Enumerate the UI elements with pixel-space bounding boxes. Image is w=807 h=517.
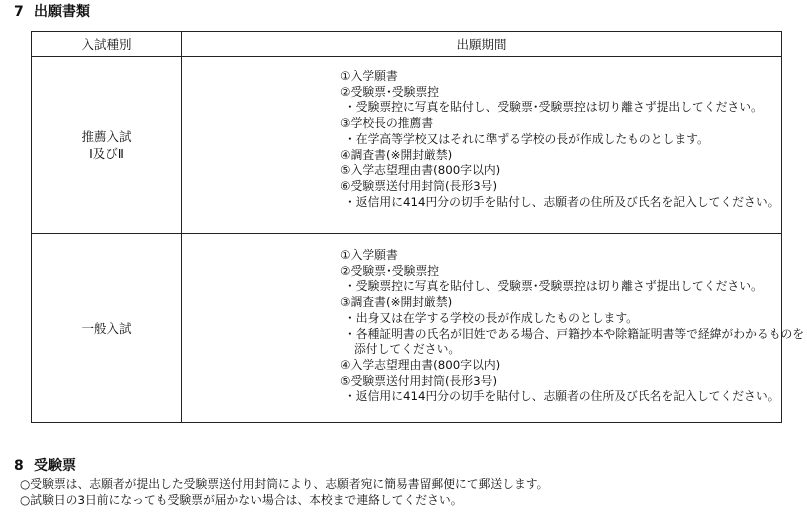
document-item: ⑤入学志望理由書(800字以内): [340, 163, 501, 178]
table-header-row: [32, 32, 782, 57]
application-documents-table: [31, 31, 805, 423]
table-row-general: [32, 234, 782, 423]
exam-type-cell: [32, 57, 182, 234]
section-8-number: 8: [14, 458, 24, 474]
documents-list: [182, 57, 781, 210]
document-note: ・受験票控に写真を貼付し、受験票･受験票控は切り離さず提出してください。: [344, 100, 763, 115]
exam-type-line: Ⅰ及びⅡ: [89, 146, 124, 161]
document-item: ④調査書(※開封厳禁): [340, 147, 453, 162]
document-note: ・出身又は在学する学校の長が作成したものとします。: [344, 310, 638, 325]
documents-list: [182, 234, 805, 405]
document-item: ⑥受験票送付用封筒(長形3号): [340, 178, 498, 193]
section-8-heading: [14, 458, 76, 474]
header-application-period: 出願期間: [182, 32, 782, 57]
documents-cell: [182, 57, 782, 234]
exam-type-line: 一般入試: [81, 320, 132, 336]
exam-type-cell: [32, 234, 182, 423]
table-row-recommendation: [32, 57, 782, 234]
document-note: ・返信用に414円分の切手を貼付し、志願者の住所及び氏名を記入してください。: [344, 389, 780, 404]
document-item: ③調査書(※開封厳禁): [340, 295, 453, 310]
notice-line: ○試験日の3日前になっても受験票が届かない場合は、本校まで連絡してください。: [20, 493, 463, 507]
document-note: ・返信用に414円分の切手を貼付し、志願者の住所及び氏名を記入してください。: [344, 194, 780, 209]
document-note: 添付してください。: [354, 342, 461, 357]
document-item: ⑤受験票送付用封筒(長形3号): [340, 373, 498, 388]
notice-line: ○受験票は、志願者が提出した受験票送付用封筒により、志願者宛に簡易書留郵便にて郵送します。: [20, 477, 549, 491]
document-item: ②受験票･受験票控: [340, 263, 440, 278]
document-item: ③学校長の推薦書: [340, 116, 434, 131]
section-7-title: 出願書類: [34, 4, 90, 20]
document-item: ①入学願書: [340, 69, 398, 83]
document-note: ・受験票控に写真を貼付し、受験票･受験票控は切り離さず提出してください。: [344, 279, 763, 294]
document-item: ④入学志望理由書(800字以内): [340, 357, 501, 372]
document-item: ②受験票･受験票控: [340, 84, 440, 99]
section-7-heading: [14, 4, 90, 20]
document-item: ①入学願書: [340, 248, 398, 262]
document-note: ・各種証明書の氏名が旧姓である場合、戸籍抄本や除籍証明書等で経緯がわかるものを: [344, 326, 805, 341]
section-8-title: 受験票: [34, 458, 76, 474]
section-7-number: 7: [14, 4, 24, 20]
document-note: ・在学高等学校又はそれに準ずる学校の長が作成したものとします。: [344, 131, 709, 146]
exam-type-line: 推薦入試: [81, 129, 132, 144]
header-exam-type: 入試種別: [32, 32, 182, 57]
documents-cell: [182, 234, 805, 423]
